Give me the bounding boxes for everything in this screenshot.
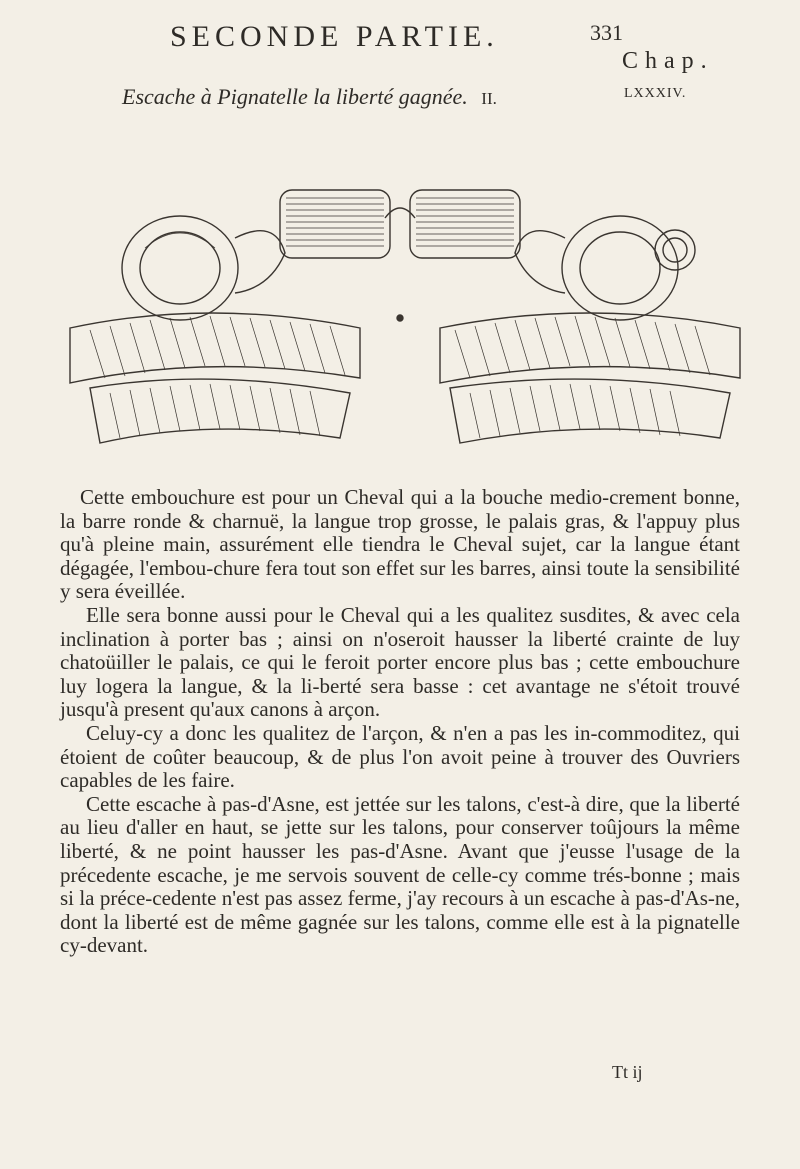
running-head: SECONDE PARTIE. <box>170 20 499 53</box>
paragraph-4: Cette escache à pas-d'Asne, est jettée sur les talons, c'est-à dire, que la liberté au lieu d'aller en haut, se jette sur les talons, pour conserver toûjours la même liberté, & ne point hausser les pas-d'Asne. Avant que j'eusse l'usage de la précedente escache, je me servois souvent de celle-cy comme trés-bonne ; mais si la préce-cedente n'est pas assez ferme, j'ay recours à un escache à pas-d'As-ne, dont la liberté est de même gagnée sur les talons, comme elle est à la pignatelle cy-devant. <box>60 791 740 958</box>
subtitle-text: Escache à Pignatelle la liberté gagnée. <box>122 84 468 109</box>
port-left <box>280 190 390 258</box>
paragraph-2: Elle sera bonne aussi pour le Cheval qui a les qualitez susdites, & avec cela inclination à porter bas ; ainsi on n'oseroit hausser la liberté crainte de luy chatoüiller le palais, ce qui le feroit porter encore plus bas ; cette embouchure luy logera la langue, & la li-berté sera basse : cet avantage ne s'étoit trouvé jusqu'à present qu'aux canons à arçon. <box>60 602 740 722</box>
subtitle <box>122 84 497 110</box>
body-text <box>60 486 740 958</box>
horse-bit-engraving <box>30 178 770 478</box>
chapter-label: Chap. <box>622 48 714 74</box>
catchword-signature: Tt ij <box>612 1062 643 1082</box>
port-right <box>410 190 520 258</box>
chapter-number: LXXXIV. <box>624 86 687 101</box>
paragraph-3: Celuy-cy a donc les qualitez de l'arçon, & n'en a pas les in-commoditez, qui étoient de coûter beaucoup, & de plus l'on avoit peine à trouver des Ouvriers capables de les faire. <box>60 720 740 793</box>
page-number: 331 <box>590 20 623 45</box>
subtitle-number: II. <box>481 89 497 108</box>
paragraph-1: Cette embouchure est pour un Cheval qui a la bouche medio-crement bonne, la barre ronde & charnuë, la langue trop grosse, le palais gras, & l'appuy plus qu'à pleine main, assurément elle tiendra le Cheval sujet, car la langue étant dégagée, l'embou-chure fera tout son effet sur les barres, ainsi toute la sensibilité y sera éveillée. <box>60 485 740 604</box>
